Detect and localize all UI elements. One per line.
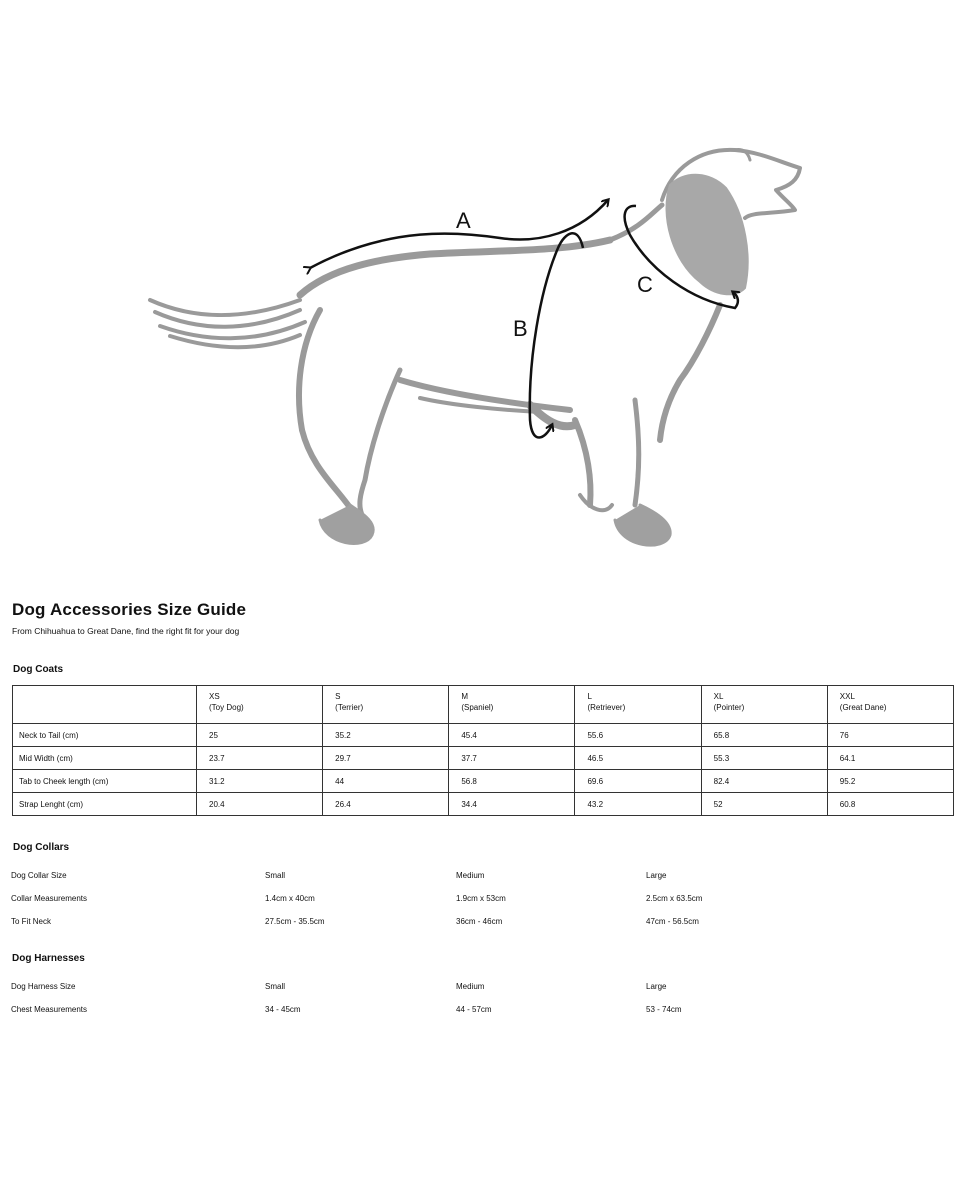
label-a: A: [456, 208, 471, 233]
row-label: Chest Measurements: [11, 1005, 88, 1014]
cell-large: 2.5cm x 63.5cm: [646, 894, 703, 903]
row-label: Neck to Tail (cm): [13, 724, 197, 747]
table-cell: 52: [701, 793, 827, 816]
column-header: XS (Toy Dog): [197, 686, 323, 724]
section-title-dog-coats: Dog Coats: [13, 664, 63, 675]
column-header: S (Terrier): [323, 686, 449, 724]
table-cell: 64.1: [827, 747, 953, 770]
table-row: [13, 724, 954, 747]
section-title-dog-collars: Dog Collars: [13, 842, 70, 853]
row-label: Dog Collar Size: [11, 871, 67, 880]
collar-fit-neck-row: [11, 917, 911, 931]
collar-measurements-row: [11, 894, 911, 908]
table-cell: 35.2: [323, 724, 449, 747]
row-label: Mid Width (cm): [13, 747, 197, 770]
table-cell: 60.8: [827, 793, 953, 816]
cell-small: 27.5cm - 35.5cm: [265, 917, 325, 926]
cell-small: 34 - 45cm: [265, 1005, 301, 1014]
cell-large: Large: [646, 982, 667, 991]
row-label: Dog Harness Size: [11, 982, 76, 991]
column-header: M (Spaniel): [449, 686, 575, 724]
cell-small: 1.4cm x 40cm: [265, 894, 315, 903]
page-title: Dog Accessories Size Guide: [12, 600, 247, 619]
cell-medium: 1.9cm x 53cm: [456, 894, 506, 903]
harness-chest-row: [11, 1005, 911, 1019]
cell-medium: Medium: [456, 871, 485, 880]
column-header: L (Retriever): [575, 686, 701, 724]
table-cell: 82.4: [701, 770, 827, 793]
cell-large: 47cm - 56.5cm: [646, 917, 699, 926]
table-cell: 25: [197, 724, 323, 747]
column-header: XXL (Great Dane): [827, 686, 953, 724]
table-cell: 46.5: [575, 747, 701, 770]
table-corner-cell: [13, 686, 197, 724]
dog-coats-table: [12, 685, 954, 816]
row-label: Strap Lenght (cm): [13, 793, 197, 816]
cell-large: 53 - 74cm: [646, 1005, 682, 1014]
column-header: XL (Pointer): [701, 686, 827, 724]
cell-small: Small: [265, 871, 286, 880]
table-cell: 55.6: [575, 724, 701, 747]
cell-large: Large: [646, 871, 667, 880]
harness-size-row: [11, 982, 911, 996]
table-cell: 29.7: [323, 747, 449, 770]
table-cell: 43.2: [575, 793, 701, 816]
table-cell: 34.4: [449, 793, 575, 816]
table-cell: 26.4: [323, 793, 449, 816]
cell-small: Small: [265, 982, 286, 991]
dog-silhouette: [150, 149, 800, 545]
table-cell: 45.4: [449, 724, 575, 747]
table-cell: 95.2: [827, 770, 953, 793]
table-cell: 23.7: [197, 747, 323, 770]
table-cell: 65.8: [701, 724, 827, 747]
cell-medium: 36cm - 46cm: [456, 917, 503, 926]
table-cell: 44: [323, 770, 449, 793]
dog-measurement-diagram: [0, 0, 967, 580]
table-row: [13, 770, 954, 793]
label-b: B: [513, 316, 528, 341]
table-cell: 56.8: [449, 770, 575, 793]
table-header-row: [13, 686, 954, 724]
table-cell: 76: [827, 724, 953, 747]
table-cell: 55.3: [701, 747, 827, 770]
table-cell: 37.7: [449, 747, 575, 770]
row-label: Tab to Cheek length (cm): [13, 770, 197, 793]
page-subtitle: From Chihuahua to Great Dane, find the right fit for your dog: [12, 626, 240, 636]
collar-size-row: [11, 871, 911, 885]
table-cell: 31.2: [197, 770, 323, 793]
cell-medium: 44 - 57cm: [456, 1005, 492, 1014]
section-title-dog-harnesses: Dog Harnesses: [12, 953, 85, 964]
table-row: [13, 747, 954, 770]
row-label: To Fit Neck: [11, 917, 52, 926]
cell-medium: Medium: [456, 982, 485, 991]
row-label: Collar Measurements: [11, 894, 88, 903]
table-cell: 20.4: [197, 793, 323, 816]
table-row: [13, 793, 954, 816]
label-c: C: [637, 272, 653, 297]
table-cell: 69.6: [575, 770, 701, 793]
